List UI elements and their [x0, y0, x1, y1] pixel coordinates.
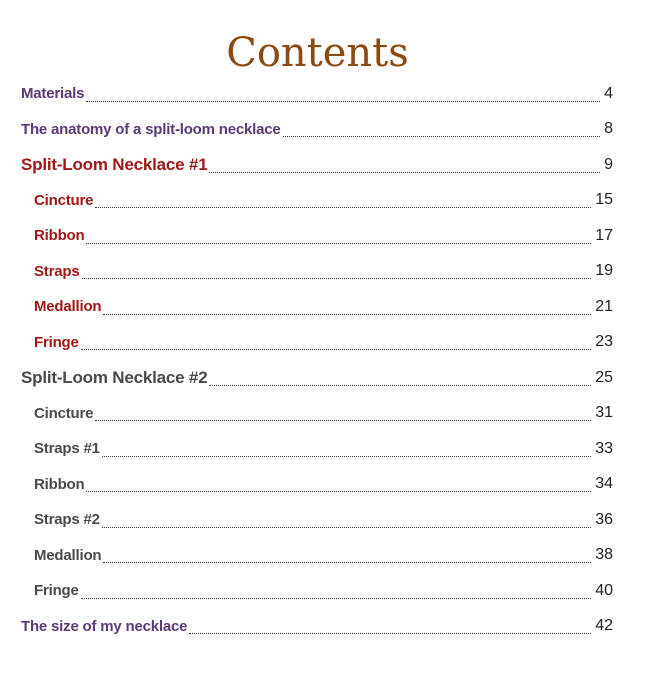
dot-leader — [103, 562, 591, 563]
dot-leader — [95, 420, 591, 421]
toc-entry-necklace-1-cincture[interactable] — [0, 183, 645, 219]
toc-page-number: 21 — [595, 297, 613, 315]
dot-leader — [102, 456, 591, 457]
toc-page-number: 4 — [604, 84, 613, 102]
toc-entry-label: Ribbon — [34, 475, 85, 493]
toc-page-number: 19 — [595, 262, 613, 280]
toc-entry-necklace-2-cincture[interactable] — [0, 396, 645, 432]
toc-entry-label: Straps — [34, 262, 80, 280]
toc-entry-label: Cincture — [34, 191, 94, 209]
toc-entry-necklace-2-medallion[interactable] — [0, 538, 645, 574]
toc-entry-label: The size of my necklace — [21, 617, 188, 635]
toc-page-number: 42 — [595, 617, 613, 635]
toc-entry-necklace-2-fringe[interactable] — [0, 573, 645, 609]
dot-leader — [86, 491, 591, 492]
toc-entry-anatomy[interactable] — [0, 112, 645, 148]
toc-entry-label: Straps #1 — [34, 440, 100, 458]
toc-page-number: 23 — [595, 333, 613, 351]
toc-page-number: 38 — [595, 546, 613, 564]
toc-entry-label: The anatomy of a split-loom necklace — [21, 120, 281, 138]
toc-page-number: 33 — [595, 439, 613, 457]
toc-page-number: 8 — [604, 120, 613, 138]
toc-entry-label: Medallion — [34, 298, 102, 316]
dot-leader — [209, 385, 591, 386]
toc-page-number: 36 — [595, 510, 613, 528]
toc-entry-label: Split-Loom Necklace #2 — [21, 367, 208, 387]
toc-page-number: 31 — [595, 404, 613, 422]
toc-entry-label: Straps #2 — [34, 511, 100, 529]
toc-entry-label: Cincture — [34, 404, 94, 422]
toc-entry-necklace-2-straps-1[interactable] — [0, 431, 645, 467]
toc-page-number: 25 — [595, 368, 613, 386]
toc-entry-label: Fringe — [34, 582, 79, 600]
toc-entry-necklace-1[interactable] — [0, 147, 645, 183]
toc-entry-label: Ribbon — [34, 227, 85, 245]
dot-leader — [102, 527, 591, 528]
toc-entry-necklace-1-ribbon[interactable] — [0, 218, 645, 254]
dot-leader — [95, 207, 591, 208]
toc-entry-necklace-1-medallion[interactable] — [0, 289, 645, 325]
toc-entry-necklace-2[interactable] — [0, 360, 645, 396]
dot-leader — [81, 349, 592, 350]
toc-entry-label: Split-Loom Necklace #1 — [21, 154, 208, 174]
toc-entry-label: Medallion — [34, 546, 102, 564]
dot-leader — [209, 172, 600, 173]
toc-entry-size[interactable] — [0, 609, 645, 645]
dot-leader — [81, 598, 592, 599]
toc-entry-necklace-1-straps[interactable] — [0, 254, 645, 290]
toc-page-number: 34 — [595, 475, 613, 493]
toc-page-number: 40 — [595, 581, 613, 599]
toc-entry-materials[interactable] — [0, 76, 645, 112]
dot-leader — [86, 243, 591, 244]
toc-page-number: 15 — [595, 191, 613, 209]
dot-leader — [103, 314, 591, 315]
table-of-contents — [0, 76, 645, 644]
dot-leader — [82, 278, 592, 279]
toc-page-number: 17 — [595, 226, 613, 244]
toc-entry-necklace-2-ribbon[interactable] — [0, 467, 645, 503]
toc-page-number: 9 — [604, 155, 613, 173]
dot-leader — [189, 633, 591, 634]
toc-entry-necklace-1-fringe[interactable] — [0, 325, 645, 361]
toc-entry-label: Materials — [21, 85, 85, 103]
toc-entry-label: Fringe — [34, 333, 79, 351]
page-title: Contents — [226, 30, 409, 76]
toc-entry-necklace-2-straps-2[interactable] — [0, 502, 645, 538]
dot-leader — [283, 136, 601, 137]
dot-leader — [86, 101, 600, 102]
